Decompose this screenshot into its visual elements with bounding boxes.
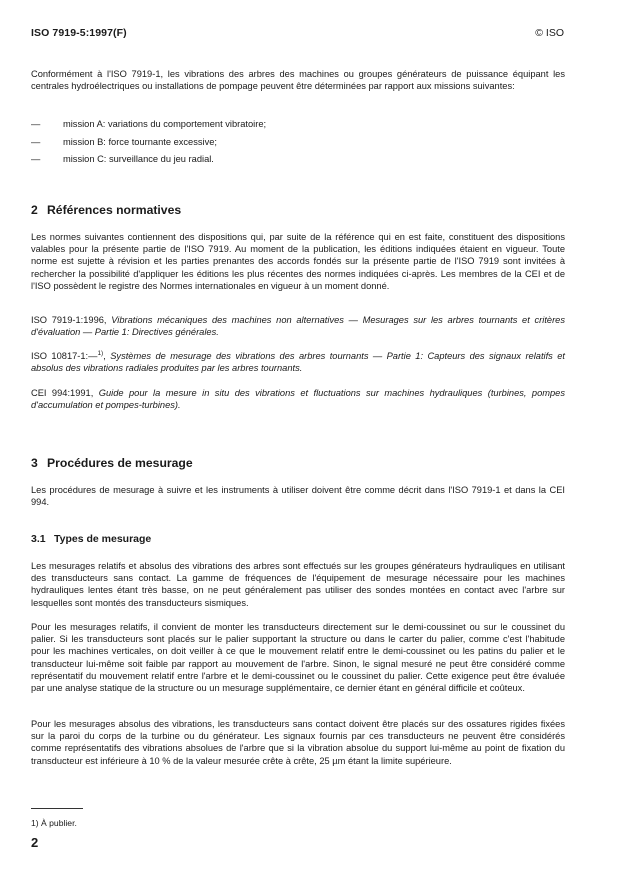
list-item (31, 118, 565, 130)
normative-reference: ISO 10817-1:—$^{1)}$, Systèmes de mesurage des vibrations des arbres tournants — Partie 1: Capteurs des signaux relatifs et absolus des vibrations radiales produites par les arbres tournants. (31, 349, 565, 374)
subsection-3-1-heading (31, 533, 151, 545)
list-dash: — (31, 154, 41, 164)
reference-code: CEI 994:1991, (31, 388, 94, 398)
footnote-rule (31, 808, 83, 809)
reference-title: Vibrations mécaniques des machines non alternatives — Mesurages sur les arbres tournants et critères d'évaluation — Partie 1: Directives générales. (31, 315, 565, 338)
reference-code: ISO 10817-1:— (31, 351, 98, 361)
reference-title: Guide pour la mesure in situ des vibrations et fluctuations sur machines hydrauliques (turbines, pompes d'accumulation et pompes-turbines). (31, 388, 565, 411)
section-2-paragraph: Les normes suivantes contiennent des dispositions qui, par suite de la référence qui en est faite, constituent des dispositions valables pour la présente partie de l'ISO 7919. Au moment de la publication, les éditions indiquées étaient en vigueur. Toute norme est sujette à révision et les parties prenantes des accords fondés sur la présente partie de l'ISO 7919 sont invitées à rechercher la possibilité d'appliquer les éditions les plus récentes des normes indiquées ci-après. Les membres de la CEI et de l'ISO possèdent le registre des Normes internationales en vigueur à un moment donné. (31, 232, 565, 291)
section-title: Références normatives (47, 203, 182, 217)
paragraph: Pour les mesurages absolus des vibrations, les transducteurs sans contact doivent être placés sur des ossatures rigides fixées sur la paroi du corps de la turbine ou du générateur. Les signaux fournis par ces transducteurs ne peuvent être considérés comme représentatifs des vibrations absolues de l'arbre que si la vibration absolue du support lui-même au point de fixation du transducteur est inférieure à 10 % de la valeur mesurée crête à crête, 25 µm étant la limite supérieure. (31, 719, 565, 766)
normative-reference (31, 314, 565, 338)
mission-a: mission A: variations du comportement vibratoire; (63, 119, 267, 129)
paragraph: Pour les mesurages relatifs, il convient de monter les transducteurs directement sur le demi-coussinet ou sur le coussinet du palier. Si les transducteurs sont placés sur le palier supportant la structure ou dans le carter du palier, comme c'est l'habitude pour les machines verticales, on doit veiller à ce que le mouvement relatif entre le demi-coussinet ou les patins du palier et le transducteur lui-même soit faible par rapport au mouvement de l'arbre. Sinon, le signal mesuré ne peut être considéré comme représentatif du mouvement relatif entre l'arbre et le demi-coussinet ou le coussinet du palier. Cette exigence peut être évaluée par une analyse statique de la structure ou un mesurage supplémentaire, ce dernier étant en général difficile et coûteux. (31, 622, 565, 694)
reference-title: Systèmes de mesurage des vibrations des arbres tournants — Partie 1: Capteurs des signaux relatifs et absolus des vibrations radiales produites par les arbres tournants. (31, 351, 565, 374)
section-3-heading (31, 456, 193, 470)
mission-c: mission C: surveillance du jeu radial. (63, 154, 214, 164)
mission-b: mission B: force tournante excessive; (63, 137, 217, 147)
section-number: 2 (31, 203, 38, 217)
subsection-title: Types de mesurage (54, 533, 152, 545)
standard-reference: ISO 7919-5:1997(F) (31, 27, 127, 39)
section-3-paragraph: Les procédures de mesurage à suivre et les instruments à utiliser doivent être comme décrit dans l'ISO 7919-1 et dans la CEI 994. (31, 485, 565, 508)
footnote-marker: 1) (97, 349, 104, 357)
section-title: Procédures de mesurage (47, 456, 193, 470)
page-number: 2 (31, 835, 39, 850)
footnote: 1) À publier. (31, 818, 77, 828)
paragraph: Les mesurages relatifs et absolus des vibrations des arbres sont effectués sur les groupes générateurs hydrauliques en utilisant des transducteurs sans contact. La gamme de fréquences de l'équipement de mesurage nécessaire pour les machines hydrauliques lentes étant très basse, on ne peut généralement pas utiliser des sondes montées en contact avec l'arbre sur lesquelles sont montés des transducteurs sismiques. (31, 561, 565, 608)
list-item (31, 136, 565, 148)
list-dash: — (31, 137, 41, 147)
section-number: 3 (31, 456, 38, 470)
copyright-mark: © ISO (535, 27, 564, 39)
normative-reference (31, 387, 565, 411)
section-2-heading (31, 203, 181, 217)
list-item (31, 153, 565, 165)
intro-paragraph: Conformément à l'ISO 7919-1, les vibrations des arbres des machines ou groupes générateurs de puissance équipant les centrales hydroélectriques ou installations de pompage peuvent être déterminées par rapport aux missions suivantes: (31, 69, 565, 92)
subsection-number: 3.1 (31, 533, 46, 545)
reference-code: ISO 7919-1:1996, (31, 315, 107, 325)
list-dash: — (31, 119, 41, 129)
